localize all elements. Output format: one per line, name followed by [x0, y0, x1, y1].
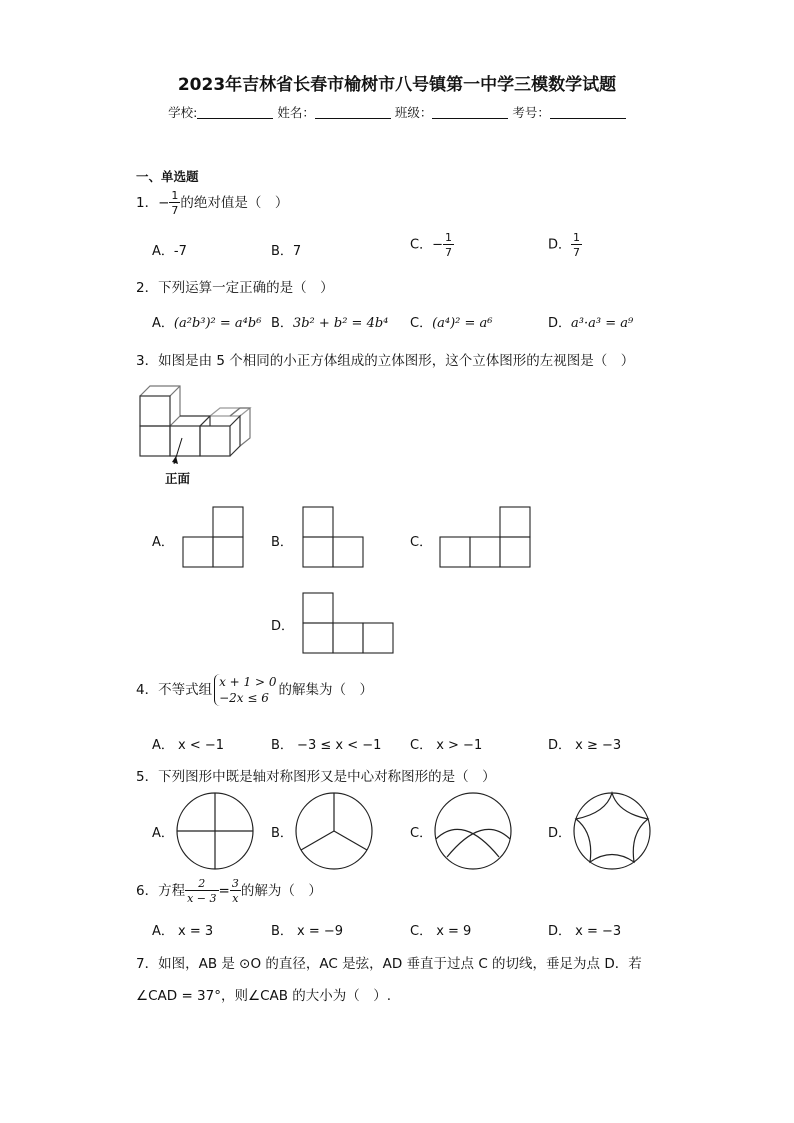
q2-d-expr: a³·a³ = a⁹	[571, 316, 634, 331]
class-label: 班级：	[394, 105, 433, 120]
q1-d-fraction	[571, 232, 582, 258]
q6-l-num: 2	[185, 878, 218, 891]
q7-number: 7．	[136, 956, 159, 972]
q2-b-expr: 3b² + b² = 4b⁴	[292, 316, 389, 331]
q6-option-b[interactable]: B． x = −9	[271, 924, 344, 939]
q3-option-d-label[interactable]: D．	[271, 619, 295, 634]
q4-number: 4．	[136, 682, 159, 699]
q1-c-den: 7	[444, 246, 452, 259]
q4-tail: 的解集为（ ）	[278, 682, 373, 699]
q1-c-num: 1	[444, 231, 452, 244]
q1-number: 1．	[136, 195, 159, 211]
q1-c-fraction	[443, 232, 454, 258]
question-2	[136, 276, 334, 296]
exam-title: 2023年吉林省长春市榆树市八号镇第一中学三模数学试题	[177, 75, 617, 95]
q5-option-c-figure[interactable]	[433, 791, 513, 871]
q3-option-a-label[interactable]: A．	[152, 535, 174, 550]
q4-ineq-1: x + 1 > 0	[219, 675, 277, 689]
q6-r-den: x	[232, 892, 239, 905]
section-title: 一、单选题	[136, 169, 199, 184]
q3-option-b-figure[interactable]	[302, 506, 364, 568]
front-label: 正面	[165, 471, 191, 486]
q1-c-label: C．	[410, 237, 433, 253]
q3-text: 如图是由 5 个相同的小正方体组成的立体图形，这个立体图形的左视图是（ ）	[158, 353, 635, 369]
q1-d-den: 7	[573, 246, 581, 259]
q2-a-expr: (a²b³)² = a⁴b⁶	[173, 316, 262, 331]
id-label: 考号：	[512, 105, 550, 120]
q2-text: 下列运算一定正确的是（ ）	[158, 280, 334, 296]
q5-option-a-figure[interactable]	[175, 791, 255, 871]
q5-option-a-label[interactable]: A．	[152, 826, 174, 841]
q1-d-label: D．	[548, 237, 572, 253]
q3-option-c-figure[interactable]	[439, 506, 531, 568]
q2-c-expr: (a⁴)² = a⁶	[432, 316, 493, 331]
q6-tail: 的解为（ ）	[240, 883, 322, 899]
question-4	[136, 674, 373, 706]
q3-number: 3．	[136, 353, 159, 369]
id-blank	[550, 106, 626, 119]
q5-option-d-label[interactable]: D．	[548, 826, 572, 841]
q5-option-b-label[interactable]: B．	[271, 826, 293, 841]
class-blank	[432, 106, 508, 119]
q5-option-b-figure[interactable]	[294, 791, 374, 871]
question-5	[136, 765, 496, 785]
student-info-line	[0, 103, 794, 121]
q5-option-c-label[interactable]: C．	[410, 826, 433, 841]
q2-number: 2．	[136, 280, 159, 296]
q6-lead: 方程	[158, 883, 186, 899]
q1-option-a[interactable]: A．-7	[152, 244, 187, 259]
name-blank	[315, 106, 391, 119]
q1-option-b[interactable]: B．7	[271, 244, 302, 259]
q6-left-fraction	[185, 878, 218, 904]
name-label: 姓名：	[277, 105, 315, 120]
q4-option-a[interactable]: A． x < −1	[152, 738, 225, 753]
q6-option-d[interactable]: D． x = −3	[548, 924, 622, 939]
q1-sign: −	[158, 195, 170, 211]
q3-option-d-figure[interactable]	[302, 592, 394, 654]
q6-r-num: 3	[231, 877, 239, 890]
question-3	[136, 349, 634, 369]
q1-frac-num: 1	[171, 189, 179, 202]
q7-line-1: 如图，AB 是 ⊙O 的直径，AC 是弦，AD 垂直于过点 C 的切线，垂足为点 D．若	[158, 956, 642, 972]
q2-option-c[interactable]	[410, 312, 493, 331]
q1-option-c[interactable]	[410, 232, 454, 258]
q1-fraction	[169, 190, 180, 216]
q6-right-fraction	[230, 878, 241, 904]
q6-option-c[interactable]: C． x = 9	[410, 924, 472, 939]
q3-solid-figure	[130, 380, 260, 490]
q2-b-label: B．	[271, 316, 293, 331]
q1-option-d[interactable]	[548, 232, 582, 258]
q1-text: 的绝对值是（ ）	[180, 195, 289, 211]
q3-option-a-figure[interactable]	[182, 506, 244, 568]
q4-option-d[interactable]: D． x ≥ −3	[548, 738, 622, 753]
q3-option-c-label[interactable]: C．	[410, 535, 433, 550]
q2-a-label: A．	[152, 316, 174, 331]
question-1	[136, 190, 288, 216]
q2-option-d[interactable]	[548, 312, 633, 331]
q4-option-c[interactable]: C． x > −1	[410, 738, 483, 753]
q1-frac-den: 7	[171, 204, 179, 217]
q6-option-a[interactable]: A． x = 3	[152, 924, 214, 939]
q6-l-den: x − 3	[187, 892, 217, 905]
q6-equals: =	[218, 883, 230, 899]
q2-d-label: D．	[548, 316, 572, 331]
q5-option-d-figure[interactable]	[572, 791, 652, 871]
q2-c-label: C．	[410, 316, 433, 331]
q6-number: 6．	[136, 883, 159, 899]
question-6	[136, 878, 322, 904]
q5-text: 下列图形中既是轴对称图形又是中心对称图形的是（ ）	[158, 769, 496, 785]
q4-ineq-2: −2x ≤ 6	[219, 691, 269, 706]
q4-option-b[interactable]: B． −3 ≤ x < −1	[271, 738, 382, 753]
q1-c-sign: −	[432, 237, 443, 253]
q2-option-b[interactable]	[271, 312, 388, 331]
school-label: 学校:	[168, 105, 198, 120]
q2-option-a[interactable]	[152, 312, 261, 331]
school-blank	[197, 106, 273, 119]
question-7	[136, 952, 642, 972]
q3-option-b-label[interactable]: B．	[271, 535, 293, 550]
q4-system	[214, 674, 276, 706]
q1-d-num: 1	[573, 231, 581, 244]
q5-number: 5．	[136, 769, 159, 785]
q7-line-2: ∠CAD = 37°，则∠CAB 的大小为（ ）.	[136, 988, 392, 1004]
q4-lead: 不等式组	[158, 682, 213, 699]
